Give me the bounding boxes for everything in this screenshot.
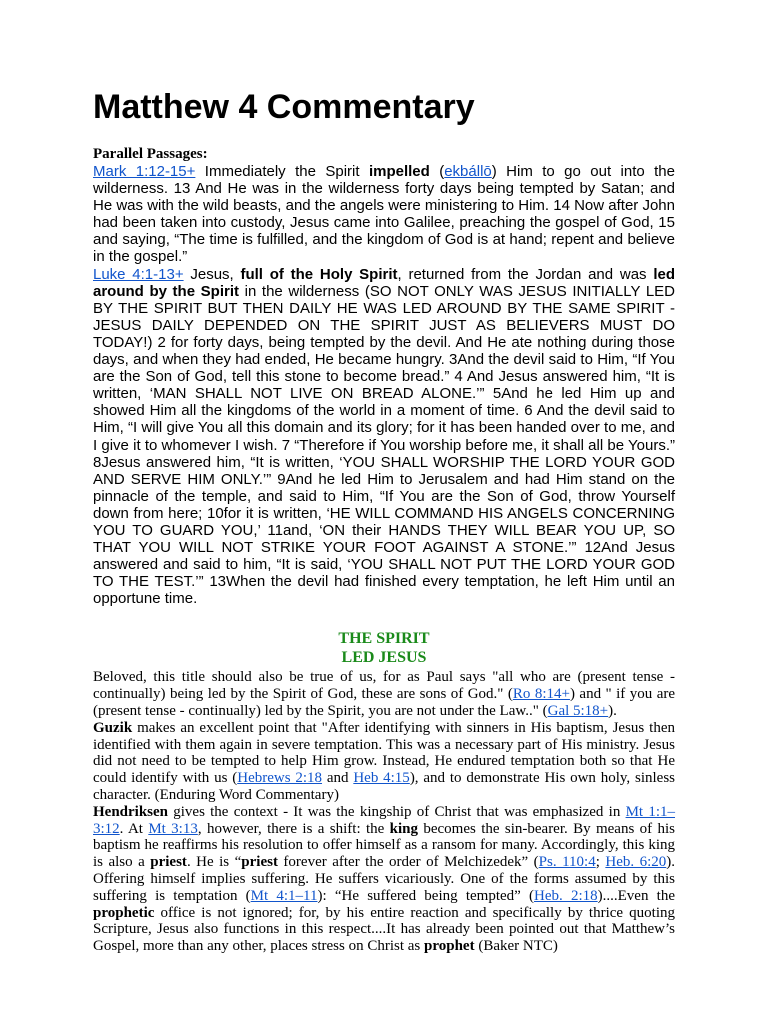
luke-reference-link[interactable]: Luke 4:1-13+ xyxy=(93,265,184,283)
ro-8-14-link[interactable]: Ro 8:14+ xyxy=(512,686,570,703)
document-page xyxy=(93,86,675,955)
guzik-paragraph: Guzik makes an excellent point that "After identifying with sinners in His baptism, Jesus then identified with them again in severe temptation. This was a necessary part of His ministry. Jesus did not need to be tempted to help Him grow. Instead, He endured temptation both so that He could identify with us (Hebrews 2:18 and Heb 4:15), and to demonstrate His own holy, sinless character. (Enduring Word Commentary) xyxy=(93,719,675,804)
mt-4-1-link[interactable]: Mt 4:1–11 xyxy=(250,887,318,904)
beloved-paragraph: Beloved, this title should also be true of us, for as Paul says "all who are (present tense - continually) being led by the Spirit of God, these are sons of God." (Ro 8:14+) and " if you are (present tense - continually) led by the Spirit, you are not under the Law.." (Gal 5:18+). xyxy=(93,669,676,720)
mt-3-13-link[interactable]: Mt 3:13 xyxy=(148,820,198,837)
section-title: THE SPIRIT LED JESUS xyxy=(338,630,430,667)
mt-1-1-link[interactable]: Mt 1:1–3:12 xyxy=(93,803,675,837)
mark-reference-link[interactable]: Mark 1:12-15+ xyxy=(93,163,196,180)
heb-2-18-link[interactable]: Heb. 2:18 xyxy=(534,887,598,904)
mark-passage: Mark 1:12-15+ Immediately the Spirit impelled (ekbállō) Him to go out into the wilderness. 13 And He was in the wilderness forty days being tempted by Satan; and He was with the wild beasts, and the angels were ministering to Him. 14 Now after John had been taken into custody, Jesus came into Galilee, preaching the gospel of God, 15 and saying, “The time is fulfilled, and the kingdom of God is at hand; repent and believe in the gospel.” xyxy=(93,163,675,266)
ps-110-4-link[interactable]: Ps. 110:4 xyxy=(538,854,596,871)
parallel-passages-heading: Parallel Passages: xyxy=(93,146,208,162)
hendriksen-paragraph: Hendriksen gives the context - It was the kingship of Christ that was emphasized in Mt 1:1–3:12. At Mt 3:13, however, there is a shift: the king becomes the sin-bearer. By means of his baptism he reaffirms his resolution to offer himself as a ransom for many. Accordingly, this king is also a priest. He is “priest forever after the order of Melchizedek” (Ps. 110:4; Heb. 6:20). Offering himself implies suffering. He suffers vicariously. One of the forms assumed by this suffering is temptation (Mt 4:1–11): “He suffered being tempted” (Heb. 2:18)....Even the prophetic office is not ignored; for, by his entire reaction and specifically by thrice quoting Scripture, Jesus also functions in this respect....It has already been pointed out that Matthew’s Gospel, more than any other, places stress on Christ as prophet (Baker NTC) xyxy=(93,803,675,955)
gal-5-18-link[interactable]: Gal 5:18+ xyxy=(547,703,609,720)
heb-6-20-link[interactable]: Heb. 6:20 xyxy=(605,854,667,871)
page-title: Matthew 4 Commentary xyxy=(93,88,475,126)
luke-passage: Luke 4:1-13+ Jesus, full of the Holy Spirit, returned from the Jordan and was led around by the Spirit in the wilderness (SO NOT ONLY WAS JESUS INITIALLY LED BY THE SPIRIT BUT THEN DAILY HE WAS LED AROUND BY THE SAME SPIRIT - JESUS DAILY DEPENDED ON THE SPIRIT JUST AS BELIEVERS MUST DO TODAY!) 2 for forty days, being tempted by the devil. And He ate nothing during those days, and when they had ended, He became hungry. 3And the devil said to Him, “If You are the Son of God, tell this stone to become bread.” 4 And Jesus answered him, “It is written, ‘MAN SHALL NOT LIVE ON BREAD ALONE.’” 5And he led Him up and showed Him all the kingdoms of the world in a moment of time. 6 And the devil said to Him, “I will give You all this domain and its glory; for it has been handed over to me, and I give it to whomever I wish. 7 “Therefore if You worship before me, it shall all be Yours.” 8Jesus answered him, “It is written, ‘YOU SHALL WORSHIP THE LORD YOUR GOD AND SERVE HIM ONLY.’” 9And he led Him to Jerusalem and had Him stand on the pinnacle of the temple, and said to Him, “If You are the Son of God, throw Yourself down from here; 10for it is written, ‘HE WILL COMMAND HIS ANGELS CONCERNING YOU TO GUARD YOU,’ 11and, ‘ON their HANDS THEY WILL BEAR YOU UP, SO THAT YOU WILL NOT STRIKE YOUR FOOT AGAINST A STONE.’” 12And Jesus answered and said to him, “It is said, ‘YOU SHALL NOT PUT THE LORD YOUR GOD TO THE TEST.’” 13When the devil had finished every temptation, he left Him until an opportune time. xyxy=(93,265,675,608)
heb-4-15-link[interactable]: Heb 4:15 xyxy=(353,770,410,787)
ekballo-link[interactable]: ekbállō xyxy=(444,163,492,180)
hebrews-2-18-link[interactable]: Hebrews 2:18 xyxy=(237,770,323,787)
